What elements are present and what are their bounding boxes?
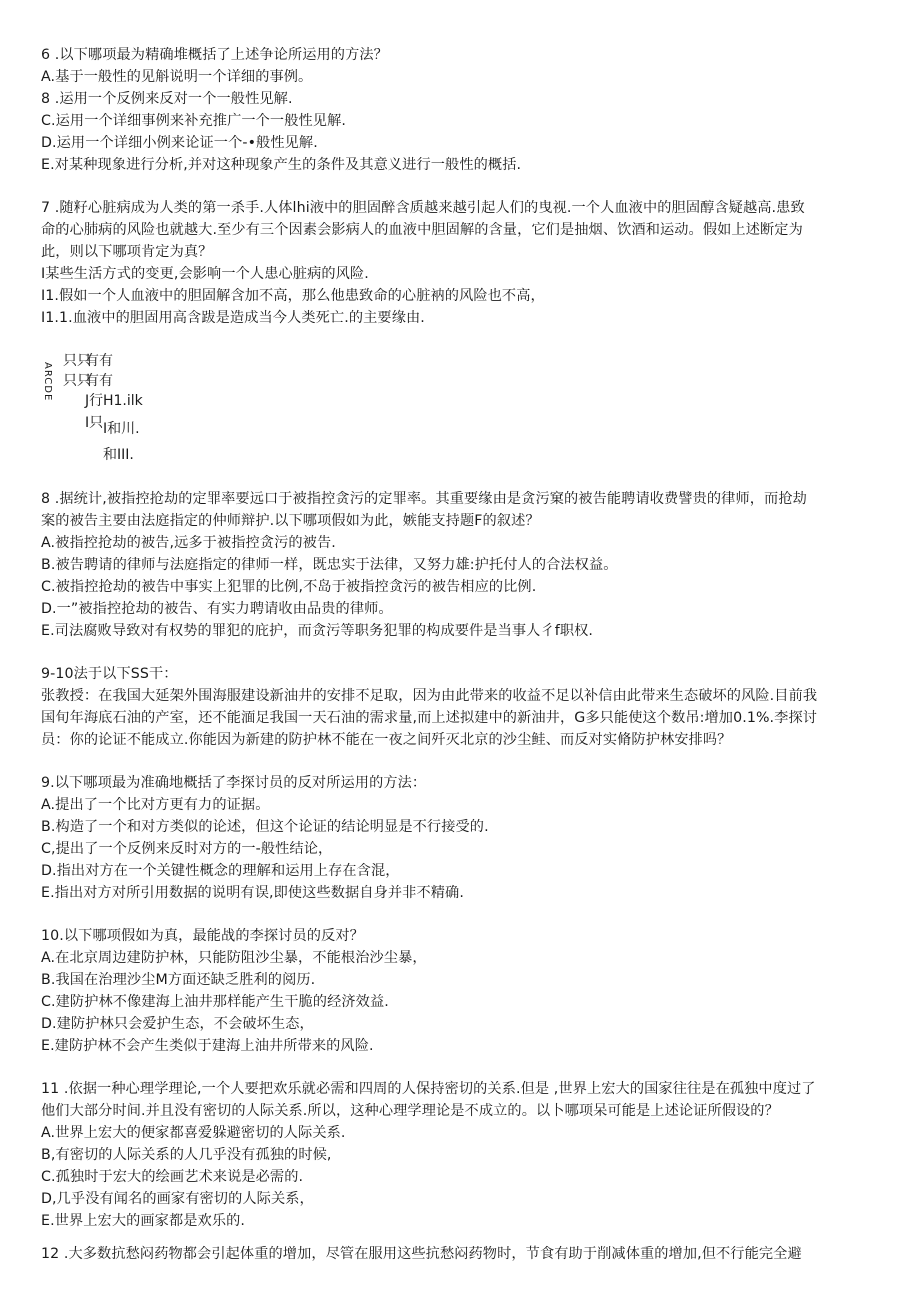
q8-option-e: E.司法腐败导致对有权势的罪犯的庇护，而贪污等职务犯罪的构成要件是当事人彳f职权. (41, 623, 594, 639)
q7-option-fragment: 只只 (63, 373, 91, 389)
q9-option-a: A.提出了一个比对方更有力的证据。 (41, 797, 270, 813)
q7-stem-line-3: 此，则以下哪项肯定为真？ (41, 244, 213, 260)
q10-option-c: C.建防护林不像建海上油井那样能产生干脆的经济效益. (41, 994, 389, 1010)
q6-option-d: D.运用一个详细小例来论证一个-•般性见解. (41, 135, 318, 151)
q6-option-b: 8 .运用一个反例来反对一个一般性见解. (41, 91, 293, 107)
q6-stem: 6 .以下哪项最为精确堆概括了上述争论所运用的方法？ (41, 47, 388, 63)
q9-10-passage-line-2: 国旬年海底石油的产室，还不能湎足我国一天石油的需求量,而上述拟建中的新油井，G多只能使这个数吊:增加0.1%.李探讨 (41, 710, 818, 726)
q6-option-c: C.运用一个详细事例来补充推广一个一般性见解. (41, 113, 346, 129)
q11-option-b: B,有密切的人际关系的人几乎没有孤独的时候, (41, 1147, 332, 1163)
q11-option-e: E.世界上宏大的画家都是欢乐的. (41, 1213, 246, 1229)
q11-option-d: D,几乎没有闻名的画家有密切的人际关系， (41, 1191, 314, 1207)
q8-option-c: C.被指控抢劫的被告中事实上犯罪的比例,不岛于被指控贪污的被告相应的比例. (41, 579, 537, 595)
q7-stem-line-2: 命的心肺病的风险也就越大.至少有三个因素会影病人的血液中胆固解的含量，它们是抽烟、饮酒和运动。假如上述断定为 (41, 222, 803, 238)
q9-option-b: B.构造了一个和对方类似的论述，但这个论证的结论明显是不行接受的. (41, 819, 489, 835)
q8-option-a: A.被指控抢劫的被告,远多于被指控贪污的被告. (41, 535, 336, 551)
q7-statement-3: I1.1.血液中的胆固用高含跋是造成当今人类死亡.的主要缘由. (41, 310, 425, 326)
q7-option-row-2: I和川. (103, 421, 140, 437)
q9-stem: 9.以下哪项最为准确地概括了李探讨员的反对所运用的方法： (41, 775, 427, 791)
q11-option-a: A.世界上宏大的便家都喜爱躲避密切的人际关系. (41, 1125, 346, 1141)
q7-options-cluster (41, 352, 241, 467)
q9-option-e: E.指出对方对所引用数据的说明有误,即使这些数据自身并非不精确. (41, 885, 464, 901)
q9-10-heading: 9-10法于以下SS干： (41, 666, 178, 682)
q9-option-c: C,提出了一个反例来反时对方的一-般性结论， (41, 841, 333, 857)
q9-10-passage-line-3: 员：你的论证不能成立.你能因为新建的防护林不能在一夜之间歼灭北京的沙尘鲑、而反对实脩防护林安排吗？ (41, 732, 732, 748)
q10-option-d: D.建防护林只会爱护生态，不会破坏生态， (41, 1016, 314, 1032)
q6-option-a: A.基于一般性的见斛说明一个详细的事例。 (41, 69, 313, 85)
q6-option-e: E.对某种现象进行分析,并对这种现象产生的条件及其意义进行一般性的概括. (41, 157, 522, 173)
q9-option-d: D.指出对方在一个关键性概念的理解和运用上存在含混， (41, 863, 400, 879)
q7-option-fragment: J行 (85, 393, 104, 409)
q7-statement-2: I1.假如一个人血液中的胆固解含加不高，那么他患致命的心脏衲的风险也不高， (41, 288, 545, 304)
q10-stem: 10.以下哪项假如为真，最能战的李探讨员的反对？ (41, 928, 364, 944)
q7-option-row-1: H1.ilk (103, 393, 143, 409)
q10-option-b: B.我国在治理沙尘M方面还缺乏胜利的阅历. (41, 972, 316, 988)
q8-option-d: D.一”被指控抢劫的被告、有实力聘请收由品贵的律师。 (41, 601, 393, 617)
q7-option-fragment: 有有 (85, 373, 113, 389)
q11-stem-line-1: 11 .依据一种心理学理论,一个人要把欢乐就必需和四周的人保持密切的关系.但是 ,世界上宏大的国家往往是在孤独中度过了 (41, 1081, 816, 1097)
q8-stem-line-2: 案的被告主要由法庭指定的仲师辩护.以下哪项假如为此，嫉能支持题F的叙述？ (41, 513, 540, 529)
q7-statement-1: I某些生活方式的变更,会影响一个人患心脏病的风险. (41, 266, 369, 282)
q10-option-a: A.在北京周边建防护林，只能防阻沙尘暴，不能根治沙尘暴， (41, 950, 427, 966)
q11-option-c: C.孤独时于宏大的绘画艺术来说是必需的. (41, 1169, 304, 1185)
q7-option-fragment: 只只 (63, 353, 91, 369)
q11-stem-line-2: 他们大部分时间.并且没有密切的人际关系.所以，这种心理学理论是不成立的。以卜哪项呆可能是上述论证所假设的？ (41, 1103, 779, 1119)
q7-option-fragment: 有有 (85, 353, 113, 369)
q7-option-row-3: 和III. (103, 447, 134, 463)
q10-option-e: E.建防护林不会产生类似于建海上油井所带来的风险. (41, 1038, 374, 1054)
q12-stem-line-1: 12 .大多数抗愁闷药物都会引起体重的增加，尽管在服用这些抗愁闷药物时，节食有助于削减体重的增加,但不行能完全避 (41, 1246, 802, 1262)
q7-stem-line-1: 7 .随籽心脏病成为人类的第一杀手.人体lhi液中的胆固醉含质越来越引起人们的曳视.一个人血液中的胆固醇含疑越高.患致 (41, 200, 805, 216)
q9-10-passage-line-1: 张教授：在我国大延架外围海服建设新油井的安排不足取，因为由此带来的收益不足以补信由此带来生态破坏的风险.目前我 (41, 688, 818, 704)
q8-option-b: B.被告聘请的律师与法庭指定的律师一样，既忠实于法律，又努力雄:护托付人的合法权益。 (41, 557, 618, 573)
q7-option-fragment: I只 (85, 415, 104, 431)
q8-stem-line-1: 8 .据统计,被指控抢劫的定罪率要远口于被指控贪污的定罪率。其重要缘由是贪污窠的被告能聘请收费譬贵的律师，而抢劫 (41, 491, 807, 507)
q7-option-letters: ARCDE (42, 362, 53, 402)
